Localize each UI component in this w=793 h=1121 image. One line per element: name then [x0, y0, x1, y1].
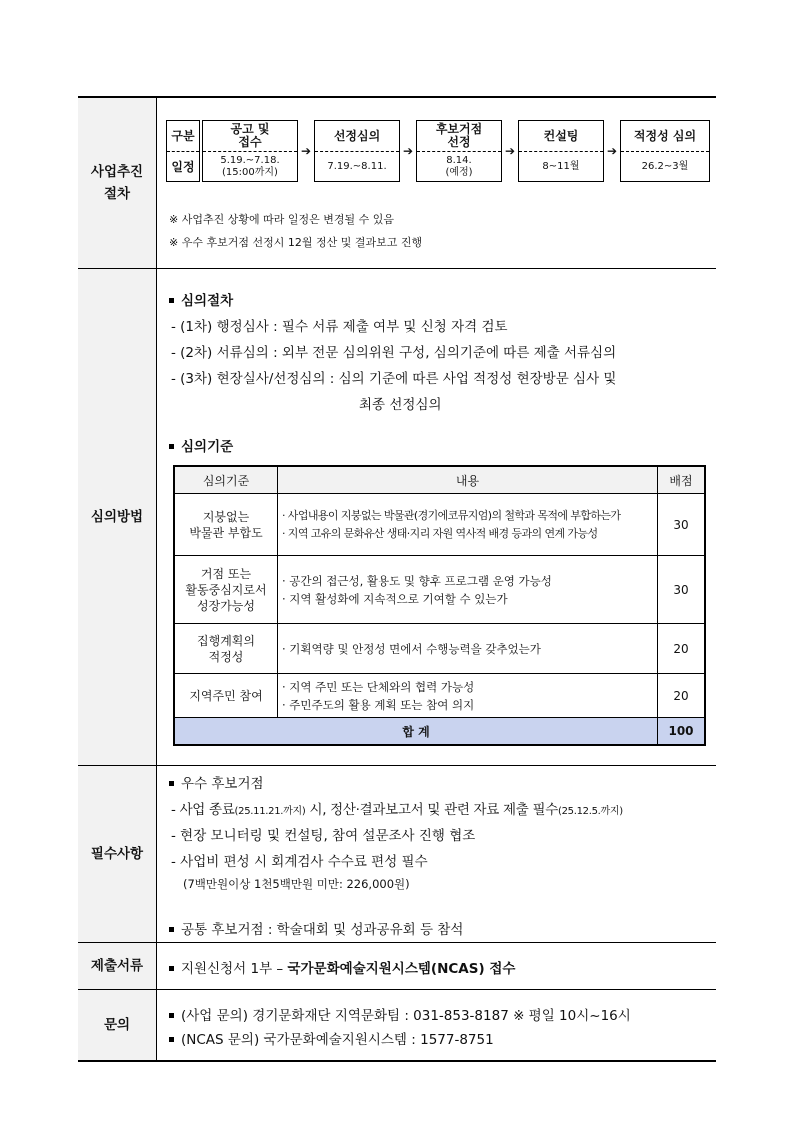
criterion-cell: 지붕없는 박물관 부합도: [174, 494, 278, 556]
document-table: [78, 96, 716, 1062]
procedure-note: ※ 우수 후보거점 선정시 12월 정산 및 결과보고 진행: [169, 236, 423, 249]
required-header: 필수사항: [78, 766, 157, 942]
step-title: 컨설팅: [519, 121, 603, 152]
score-cell: 30: [658, 556, 706, 624]
procedure-body: [157, 98, 716, 268]
criterion-cell: 거점 또는 활동중심지로서 성장가능성: [174, 556, 278, 624]
schedule-flow: [166, 120, 710, 182]
table-row: [174, 494, 705, 556]
contact-line: (NCAS 문의) 국가문화예술지원시스템 : 1577-8751: [169, 1028, 494, 1048]
criterion-cell: 지역주민 참여: [174, 674, 278, 718]
documents-line: 지원신청서 1부 – 국가문화예술지원시스템(NCAS) 접수: [169, 957, 515, 977]
review-header: 심의방법: [78, 269, 157, 765]
bullet-icon: [169, 298, 174, 303]
required-line: (7백만원이상 1천5백만원 미만: 226,000원): [183, 877, 410, 891]
procedure-note: ※ 사업추진 상황에 따라 일정은 변경될 수 있음: [169, 213, 394, 226]
table-row: [174, 556, 705, 624]
excellent-title: 우수 후보거점: [169, 772, 264, 792]
documents-row: [78, 943, 716, 990]
required-line: - 현장 모니터링 및 컨설팅, 참여 설문조사 진행 협조: [171, 828, 476, 844]
common-line: 공통 후보거점 : 학술대회 및 성과공유회 등 참석: [169, 918, 463, 938]
bullet-icon: [169, 444, 174, 449]
arrow-icon: ➔: [504, 144, 516, 158]
contact-row: [78, 990, 716, 1062]
step-date: 26.2~3월: [641, 160, 689, 172]
score-cell: 20: [658, 624, 706, 674]
criterion-cell: 집행계획의 적정성: [174, 624, 278, 674]
content-cell: · 사업내용이 지붕없는 박물관(경기에코뮤지엄)의 철학과 목적에 부합하는가 · 지역 고유의 문화유산 생태·지리 자원 역사적 배경 등과의 연계 가능성: [278, 494, 658, 556]
bullet-icon: [169, 1037, 174, 1042]
review-procedure-item: - (3차) 현장실사/선정심의 : 심의 기준에 따른 사업 적정성 현장방문 심사 및: [171, 371, 617, 387]
step-date: 5.19.~7.18. (15:00까지): [220, 154, 280, 178]
step-title: 선정심의: [315, 121, 399, 152]
step-box: [620, 120, 710, 182]
step-title: 후보거점 선정: [417, 121, 501, 152]
total-label: 합 계: [174, 718, 658, 746]
review-criteria-title: 심의기준: [169, 435, 233, 455]
bullet-icon: [169, 1013, 174, 1018]
table-header: 배점: [658, 466, 706, 494]
step-box: [518, 120, 604, 182]
content-cell: · 공간의 접근성, 활용도 및 향후 프로그램 운영 가능성 · 지역 활성화에 지속적으로 기여할 수 있는가: [278, 556, 658, 624]
documents-header: 제출서류: [78, 943, 157, 989]
contact-header: 문의: [78, 990, 157, 1060]
arrow-icon: ➔: [402, 144, 414, 158]
step-title: 공고 및 접수: [203, 121, 297, 152]
procedure-header: 사업추진 절차: [78, 98, 157, 268]
review-body: [157, 269, 716, 765]
bullet-icon: [169, 966, 174, 971]
table-header: 내용: [278, 466, 658, 494]
review-procedure-title: 심의절차: [169, 289, 233, 309]
step-box: [202, 120, 298, 182]
arrow-icon: ➔: [300, 144, 312, 158]
procedure-row: [78, 96, 716, 269]
score-cell: 30: [658, 494, 706, 556]
table-header: 심의기준: [174, 466, 278, 494]
step-date: 8.14. (예정): [445, 154, 473, 178]
documents-body: [157, 943, 716, 989]
contact-body: [157, 990, 716, 1060]
required-line: - 사업 종료(25.11.21.까지) 시, 정산·결과보고서 및 관련 자료 제출 필수(25.12.5.까지): [171, 802, 623, 818]
bullet-icon: [169, 927, 174, 932]
total-score: 100: [658, 718, 706, 746]
step-date: 7.19.~8.11.: [327, 160, 387, 172]
step-title: 적정성 심의: [621, 121, 709, 152]
content-cell: · 지역 주민 또는 단체와의 협력 가능성 · 주민주도의 활용 계획 또는 참여 의지: [278, 674, 658, 718]
score-cell: 20: [658, 674, 706, 718]
table-row: [174, 674, 705, 718]
criteria-header-row: [174, 466, 705, 494]
required-line: - 사업비 편성 시 회계검사 수수료 편성 필수: [171, 854, 428, 870]
required-body: [157, 766, 716, 942]
table-row: [174, 624, 705, 674]
label-stage: 구분: [167, 121, 199, 152]
arrow-icon: ➔: [606, 144, 618, 158]
step-date: 8~11월: [542, 160, 580, 172]
criteria-table: [173, 465, 706, 746]
review-procedure-item: 최종 선정심의: [359, 397, 442, 413]
review-procedure-item: - (1차) 행정심사 : 필수 서류 제출 여부 및 신청 자격 검토: [171, 319, 508, 335]
contact-line: (사업 문의) 경기문화재단 지역문화팀 : 031-853-8187 ※ 평일 10시~16시: [169, 1004, 631, 1024]
review-procedure-item: - (2차) 서류심의 : 외부 전문 심의위원 구성, 심의기준에 따른 제출 서류심의: [171, 345, 617, 361]
total-row: [174, 718, 705, 746]
step-box: [314, 120, 400, 182]
step-box: [416, 120, 502, 182]
content-cell: · 기획역량 및 안정성 면에서 수행능력을 갖추었는가: [278, 624, 658, 674]
required-row: [78, 766, 716, 943]
review-row: [78, 269, 716, 766]
bullet-icon: [169, 781, 174, 786]
schedule-label-box: [166, 120, 200, 182]
label-date: 일정: [171, 159, 195, 174]
